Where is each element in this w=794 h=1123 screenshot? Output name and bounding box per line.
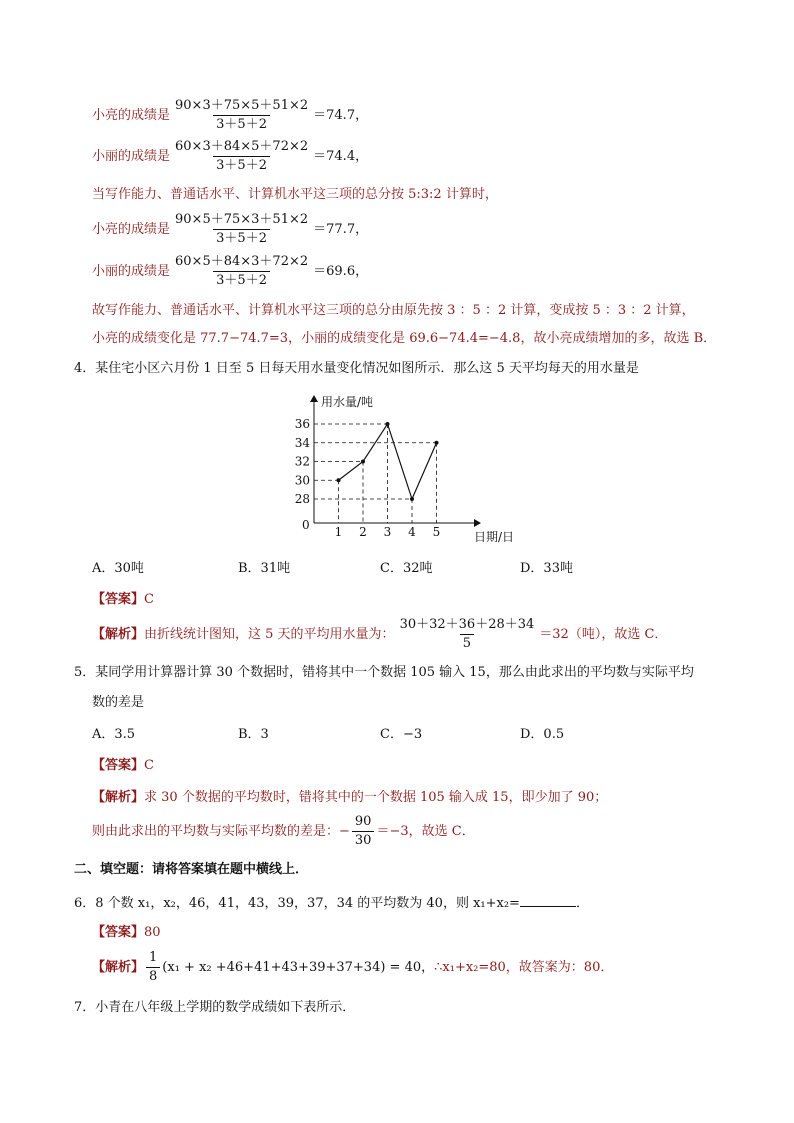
fraction-numerator: 60×3＋84×5＋72×2: [175, 139, 309, 154]
q4-option-c[interactable]: C．32吨: [380, 561, 433, 576]
sol3-line4-fraction: [172, 212, 311, 247]
answer-value: 80: [144, 925, 161, 940]
fraction-numerator: 30＋32＋36＋28＋34: [399, 617, 535, 632]
sol3-line6: 故写作能力、普通话水平、计算机水平这三项的总分由原先按 3 ：5 ：2 计算，变成按 5 ：3 ：2 计算，: [92, 303, 695, 318]
q6-analysis: [92, 950, 613, 985]
answer-value: C: [144, 758, 154, 773]
q5-analysis-line1: [92, 789, 607, 807]
q5-option-d[interactable]: D．0.5: [520, 727, 565, 742]
q4-option-d[interactable]: D．33吨: [520, 561, 573, 576]
answer-tag: 【答案】: [92, 925, 145, 940]
x-tick-label-5: 5: [432, 525, 441, 539]
q4-option-b[interactable]: B．31吨: [238, 561, 291, 576]
data-point-day-4: [410, 497, 414, 501]
analysis-result: ＝32（吨），故选 C．: [539, 627, 668, 642]
y-tick-label-32: 32: [294, 454, 310, 469]
q6-answer: [92, 924, 161, 942]
y-axis-title: 用水量/吨: [321, 395, 374, 409]
y-tick-label-28: 28: [294, 492, 310, 506]
analysis-result: ∴x₁+x₂=80，故答案为：80．: [434, 960, 614, 975]
q5-option-b[interactable]: B．3: [238, 727, 269, 742]
analysis-tag: 【解析】: [92, 627, 145, 642]
q5-option-a[interactable]: A．3.5: [92, 727, 136, 742]
fraction-numerator: 90: [354, 814, 372, 829]
sol3-line3: 当写作能力、普通话水平、计算机水平这三项的总分按 5:3:2 计算时，: [92, 187, 498, 202]
q6-stem: [74, 893, 589, 913]
answer-value: C: [144, 592, 154, 607]
sol3-line1-fraction: [172, 98, 311, 133]
analysis-tag: 【解析】: [92, 790, 145, 805]
fraction-denominator: 5: [460, 634, 474, 652]
q5-answer: [92, 757, 154, 775]
sol3-line2-fraction: [172, 139, 311, 174]
sol3-line5-label: 小丽的成绩是: [92, 264, 171, 279]
answer-tag: 【答案】: [92, 758, 145, 773]
q6-answer-blank[interactable]: [520, 893, 576, 907]
fraction-numerator: 90×3＋75×5＋51×2: [175, 98, 309, 113]
q6-stem-end: ．: [575, 896, 589, 911]
sol3-line2-result: ＝74.4，: [313, 149, 369, 164]
analysis-result: ＝−3，故选 C．: [376, 824, 475, 839]
sol3-line5-fraction: [172, 254, 311, 289]
fraction-numerator: 1: [149, 950, 158, 965]
fraction-denominator: 3＋5＋2: [213, 156, 270, 174]
x-axis-title: 日期/日: [474, 530, 515, 544]
sol3-line5: [92, 254, 368, 289]
answer-tag: 【答案】: [92, 592, 145, 607]
water-usage-line-chart: [288, 388, 528, 548]
sol3-line4-result: ＝77.7，: [313, 222, 369, 237]
y-tick-label-36: 36: [294, 417, 310, 431]
q5-option-c[interactable]: C．−3: [380, 727, 423, 742]
data-point-day-1: [337, 478, 341, 482]
sol3-line1-result: ＝74.7，: [313, 108, 369, 123]
sol3-line2: [92, 139, 368, 174]
sol3-line1: [92, 98, 368, 133]
fraction-numerator: 60×5＋84×3＋72×2: [175, 254, 309, 269]
q6-stem-text: 6．8 个数 x₁，x₂，46，41，43，39，37，34 的平均数为 40，则 x₁+x₂=: [74, 896, 520, 911]
origin-label: 0: [302, 518, 310, 532]
fraction-denominator: 3＋5＋2: [213, 115, 270, 133]
sol3-line2-label: 小丽的成绩是: [92, 149, 171, 164]
q4-option-a[interactable]: A．30吨: [92, 561, 144, 576]
q6-analysis-fraction: [146, 950, 160, 985]
q4-analysis: [92, 617, 667, 652]
x-tick-label-1: 1: [334, 525, 343, 539]
analysis-text: 则由此求出的平均数与实际平均数的差是：−: [92, 824, 350, 839]
x-tick-label-2: 2: [359, 525, 367, 539]
x-tick-label-4: 4: [408, 525, 416, 539]
analysis-text: 由折线统计图知，这 5 天的平均用水量为：: [144, 627, 395, 642]
analysis-expression: (x₁ + x₂ +46+41+43+39+37+34) = 40，: [162, 960, 435, 975]
fraction-denominator: 3＋5＋2: [213, 271, 270, 289]
y-tick-label-34: 34: [294, 435, 310, 450]
fraction-denominator: 3＋5＋2: [213, 229, 270, 247]
q5-analysis-fraction: [352, 814, 375, 849]
sol3-line1-label: 小亮的成绩是: [92, 108, 171, 123]
sol3-line4: [92, 212, 368, 247]
sol3-line4-label: 小亮的成绩是: [92, 222, 171, 237]
y-tick-label-30: 30: [294, 473, 310, 488]
q4-analysis-fraction: [397, 617, 538, 652]
analysis-tag: 【解析】: [92, 960, 145, 975]
data-point-day-2: [361, 460, 365, 464]
analysis-text: 求 30 个数据的平均数时，错将其中的一个数据 105 输入成 15，即少加了 90；: [144, 790, 608, 805]
q5-analysis-line2: [92, 814, 475, 849]
q5-stem-line1: 5．某同学用计算器计算 30 个数据时，错将其中一个数据 105 输入 15，那么由此求出的平均数与实际平均: [74, 665, 694, 680]
q5-stem-line2: 数的差是: [92, 695, 145, 710]
q4-answer: [92, 591, 154, 609]
fraction-denominator: 30: [352, 831, 375, 849]
data-point-day-3: [386, 422, 390, 426]
sol3-line7: 小亮的成绩变化是 77.7−74.7=3，小丽的成绩变化是 69.6−74.4=−4.8，故小亮成绩增加的多，故选 B．: [92, 331, 717, 346]
fraction-denominator: 8: [146, 967, 160, 985]
q7-stem: 7．小青在八年级上学期的数学成绩如下表所示．: [74, 1000, 356, 1015]
sol3-line5-result: ＝69.6，: [313, 264, 369, 279]
data-point-day-5: [435, 441, 439, 445]
x-tick-label-3: 3: [383, 525, 392, 539]
fraction-numerator: 90×5＋75×3＋51×2: [175, 212, 309, 227]
q4-stem: 4．某住宅小区六月份 1 日至 5 日每天用水量变化情况如图所示．那么这 5 天平均每天的用水量是: [74, 361, 639, 376]
section-2-title: 二、填空题：请将答案填在题中横线上．: [74, 862, 309, 877]
